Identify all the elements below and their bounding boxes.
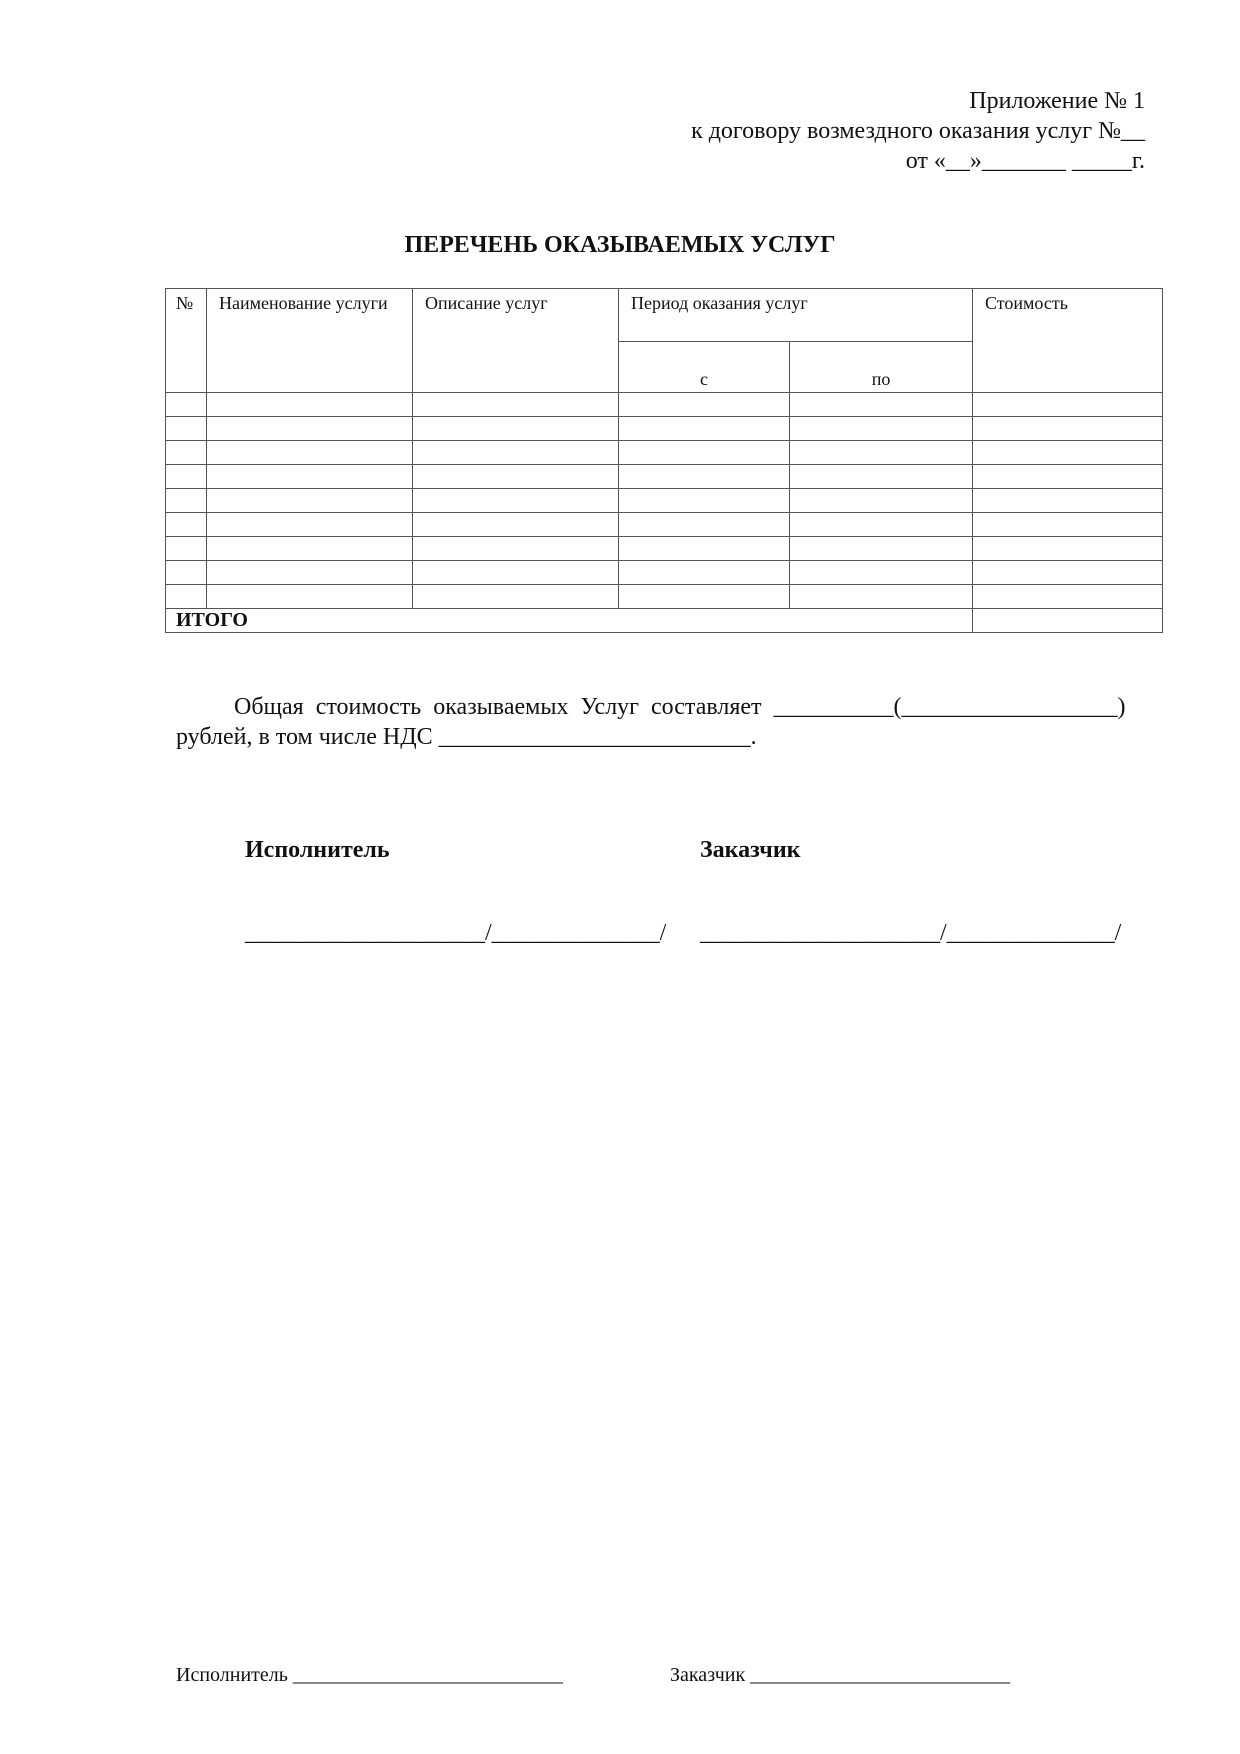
table-row	[166, 513, 1163, 537]
total-label: ИТОГО	[166, 609, 973, 633]
table-cell[interactable]	[973, 441, 1163, 465]
services-table	[165, 288, 1163, 633]
table-row	[166, 585, 1163, 609]
document-title: ПЕРЕЧЕНЬ ОКАЗЫВАЕМЫХ УСЛУГ	[404, 232, 836, 258]
table-row	[166, 465, 1163, 489]
table-cell[interactable]	[790, 393, 973, 417]
table-cell[interactable]	[790, 537, 973, 561]
table-cell[interactable]	[413, 417, 619, 441]
table-cell[interactable]	[413, 465, 619, 489]
table-cell[interactable]	[619, 465, 790, 489]
table-cell[interactable]	[619, 537, 790, 561]
table-cell[interactable]	[207, 393, 413, 417]
table-total-row	[166, 609, 1163, 633]
table-cell[interactable]	[973, 513, 1163, 537]
table-cell[interactable]	[166, 441, 207, 465]
header-period-from: с	[619, 342, 790, 393]
customer-signature-line: ____________________/______________/	[700, 920, 1122, 946]
table-cell[interactable]	[166, 465, 207, 489]
table-cell[interactable]	[619, 561, 790, 585]
table-cell[interactable]	[166, 561, 207, 585]
table-cell[interactable]	[790, 489, 973, 513]
total-cost-paragraph	[176, 692, 1146, 752]
table-cell[interactable]	[207, 537, 413, 561]
table-cell[interactable]	[619, 441, 790, 465]
contract-reference: к договору возмездного оказания услуг №__	[691, 118, 1145, 144]
total-cost-line: Общая стоимость оказываемых Услуг составляет __________(__________________)	[234, 694, 1126, 720]
table-cell[interactable]	[413, 441, 619, 465]
table-cell[interactable]	[790, 417, 973, 441]
table-cell[interactable]	[413, 489, 619, 513]
table-cell[interactable]	[790, 561, 973, 585]
footer-customer: Заказчик __________________________	[670, 1664, 1011, 1686]
table-cell[interactable]	[619, 393, 790, 417]
table-row	[166, 561, 1163, 585]
table-cell[interactable]	[973, 393, 1163, 417]
customer-heading: Заказчик	[700, 837, 801, 863]
header-period: Период оказания услуг	[619, 289, 973, 342]
total-value-cell[interactable]	[973, 609, 1163, 633]
table-cell[interactable]	[413, 513, 619, 537]
table-row	[166, 393, 1163, 417]
table-cell[interactable]	[973, 561, 1163, 585]
table-row	[166, 417, 1163, 441]
executor-heading: Исполнитель	[245, 837, 390, 863]
header-number: №	[166, 289, 207, 393]
table-cell[interactable]	[790, 441, 973, 465]
table-cell[interactable]	[619, 489, 790, 513]
table-cell[interactable]	[207, 585, 413, 609]
table-cell[interactable]	[619, 585, 790, 609]
table-cell[interactable]	[619, 513, 790, 537]
table-cell[interactable]	[207, 465, 413, 489]
table-cell[interactable]	[790, 585, 973, 609]
table-cell[interactable]	[413, 393, 619, 417]
table-cell[interactable]	[619, 417, 790, 441]
table-cell[interactable]	[166, 537, 207, 561]
table-cell[interactable]	[790, 465, 973, 489]
table-cell[interactable]	[166, 417, 207, 441]
vat-line: рублей, в том числе НДС __________________________.	[176, 724, 757, 750]
table-cell[interactable]	[413, 561, 619, 585]
table-row	[166, 489, 1163, 513]
table-cell[interactable]	[790, 513, 973, 537]
table-cell[interactable]	[413, 537, 619, 561]
table-cell[interactable]	[166, 513, 207, 537]
header-description: Описание услуг	[413, 289, 619, 393]
table-cell[interactable]	[207, 513, 413, 537]
table-header-row	[166, 289, 1163, 342]
contract-date: от «__»_______ _____г.	[905, 148, 1145, 174]
table-cell[interactable]	[973, 489, 1163, 513]
appendix-number: Приложение № 1	[969, 88, 1145, 114]
table-cell[interactable]	[973, 585, 1163, 609]
table-cell[interactable]	[166, 585, 207, 609]
header-service-name: Наименование услуги	[207, 289, 413, 393]
table-cell[interactable]	[413, 585, 619, 609]
header-cost: Стоимость	[973, 289, 1163, 393]
table-cell[interactable]	[973, 465, 1163, 489]
executor-signature-line: ____________________/______________/	[245, 920, 667, 946]
table-cell[interactable]	[207, 561, 413, 585]
table-cell[interactable]	[207, 441, 413, 465]
header-period-to: по	[790, 342, 973, 393]
table-cell[interactable]	[166, 393, 207, 417]
table-cell[interactable]	[973, 537, 1163, 561]
table-cell[interactable]	[207, 417, 413, 441]
table-cell[interactable]	[973, 417, 1163, 441]
table-row	[166, 537, 1163, 561]
table-cell[interactable]	[166, 489, 207, 513]
footer-executor: Исполнитель ___________________________	[176, 1664, 563, 1686]
table-row	[166, 441, 1163, 465]
table-cell[interactable]	[207, 489, 413, 513]
